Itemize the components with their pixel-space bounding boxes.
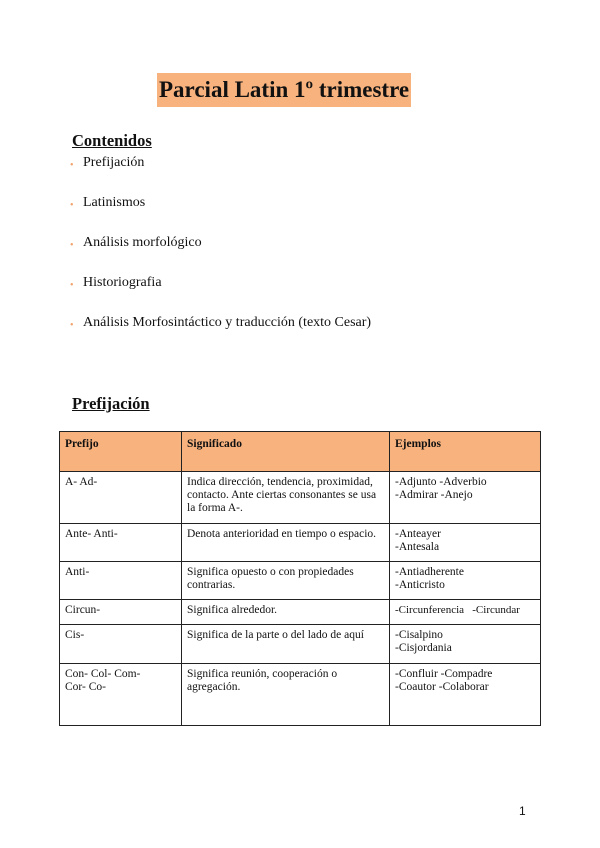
meaning-cell: Significa alrededor. xyxy=(182,600,390,625)
meaning-cell: Significa opuesto o con propiedades contrarias. xyxy=(182,562,390,600)
table-row xyxy=(60,625,541,664)
examples-cell: -Cisalpino -Cisjordania xyxy=(390,625,541,664)
prefix-cell: Ante- Anti- xyxy=(60,524,182,562)
prefixes-heading: Prefijación xyxy=(72,394,150,413)
table-row xyxy=(60,600,541,625)
bullet-icon: • xyxy=(70,320,74,331)
list-item: • Análisis morfológico xyxy=(70,234,371,274)
meaning-cell: Denota anterioridad en tiempo o espacio. xyxy=(182,524,390,562)
meaning-cell: Significa de la parte o del lado de aquí xyxy=(182,625,390,664)
column-header-meaning: Significado xyxy=(182,432,390,472)
examples-cell: -Antiadherente -Anticristo xyxy=(390,562,541,600)
prefix-cell: Circun- xyxy=(60,600,182,625)
prefix-cell: Cis- xyxy=(60,625,182,664)
prefix-table xyxy=(59,431,541,726)
contents-list xyxy=(70,154,371,354)
bullet-icon: • xyxy=(70,240,74,251)
table-row xyxy=(60,524,541,562)
list-item: • Análisis Morfosintáctico y traducción (texto Cesar) xyxy=(70,314,371,354)
list-item: • Historiografia xyxy=(70,274,371,314)
prefix-cell: Con- Col- Com- Cor- Co- xyxy=(60,664,182,726)
prefix-cell: Anti- xyxy=(60,562,182,600)
table-row xyxy=(60,562,541,600)
examples-cell: -Anteayer -Antesala xyxy=(390,524,541,562)
table-header-row xyxy=(60,432,541,472)
bullet-icon: • xyxy=(70,280,74,291)
prefix-cell: A- Ad- xyxy=(60,472,182,524)
table-row xyxy=(60,472,541,524)
examples-cell: -Circunferencia -Circundar xyxy=(390,600,541,625)
meaning-cell: Indica dirección, tendencia, proximidad, contacto. Ante ciertas consonantes se usa la forma A-. xyxy=(182,472,390,524)
meaning-cell: Significa reunión, cooperación o agregación. xyxy=(182,664,390,726)
table-row xyxy=(60,664,541,726)
list-item: • Latinismos xyxy=(70,194,371,234)
column-header-prefix: Prefijo xyxy=(60,432,182,472)
list-item: • Prefijación xyxy=(70,154,371,194)
bullet-icon: • xyxy=(70,160,74,171)
contents-heading: Contenidos xyxy=(72,131,152,150)
examples-cell: -Adjunto -Adverbio -Admirar -Anejo xyxy=(390,472,541,524)
bullet-icon: • xyxy=(70,200,74,211)
page-number: 1 xyxy=(519,804,526,818)
page-title: Parcial Latin 1º trimestre xyxy=(157,73,411,107)
column-header-examples: Ejemplos xyxy=(390,432,541,472)
examples-cell: -Confluir -Compadre -Coautor -Colaborar xyxy=(390,664,541,726)
